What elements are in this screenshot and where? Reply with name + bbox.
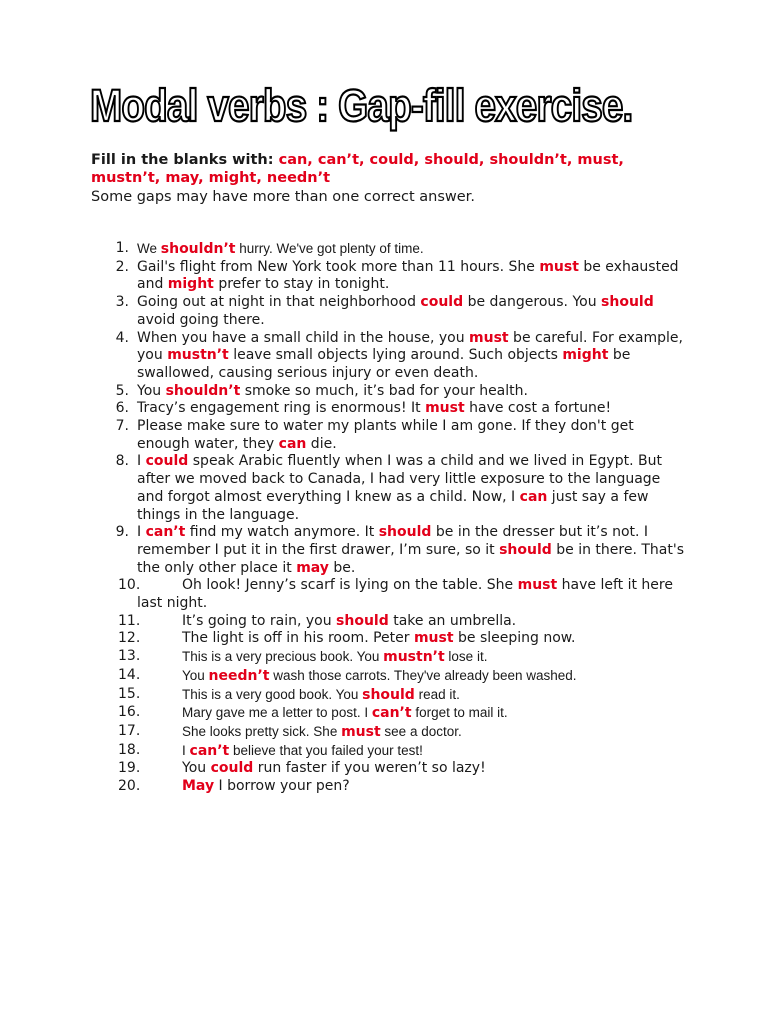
item-text: have left it here last night.	[137, 577, 673, 612]
exercise-item-13	[107, 648, 687, 667]
item-number: 6.	[115, 400, 129, 417]
answer: should	[499, 541, 552, 558]
item-number: 7.	[115, 418, 129, 435]
answer: shouldn’t	[165, 382, 241, 399]
answer: must	[413, 630, 454, 647]
answer: might	[562, 347, 609, 364]
item-text: read it.	[414, 686, 460, 702]
item-number: 2.	[115, 258, 129, 275]
item-text: You	[182, 760, 211, 777]
exercise-item-6	[107, 400, 687, 418]
exercise-item-7	[107, 418, 687, 453]
exercise-item-14	[107, 667, 687, 686]
instruction-lead: Fill in the blanks with:	[91, 152, 279, 168]
item-text: Please make sure to water my plants while I am gone. If they don't get enough water, they	[137, 418, 634, 452]
worksheet-title: Modal verbs : Gap-fill exercise.	[90, 80, 633, 131]
exercise-item-16	[107, 704, 687, 723]
exercise-item-4	[107, 330, 687, 383]
item-text: smoke so much, it’s bad for your health.	[240, 382, 528, 399]
exercise-item-11	[107, 613, 687, 631]
item-number: 19.	[118, 760, 141, 777]
item-number: 17.	[118, 722, 141, 739]
item-text: I borrow your pen?	[214, 778, 350, 795]
item-text: Oh look! Jenny’s scarf is lying on the table. She	[182, 577, 518, 594]
exercise-item-15	[107, 686, 687, 705]
item-text: It’s going to rain, you	[182, 612, 337, 629]
answer: should	[336, 612, 389, 629]
exercise-item-8	[107, 453, 687, 524]
fill-instruction	[91, 151, 691, 187]
item-text: be sleeping now.	[453, 630, 576, 647]
item-text: avoid going there.	[137, 311, 265, 328]
item-text: hurry. We've got plenty of time.	[235, 241, 424, 256]
item-text: be in the dresser but it’s not. I remember I put it in the first drawer, I’m sure, so it	[137, 524, 649, 558]
item-text: This is a very precious book. You	[182, 649, 384, 665]
item-text: leave small objects lying around. Such objects	[228, 347, 563, 364]
item-text: We	[137, 241, 161, 256]
answer: mustn’t	[167, 347, 229, 364]
item-number: 1.	[115, 240, 129, 256]
item-number: 16.	[118, 704, 141, 721]
item-number: 18.	[118, 741, 141, 758]
answer: needn’t	[208, 667, 270, 684]
item-text: wash those carrots. They've already been washed.	[269, 667, 577, 683]
answer: could	[210, 760, 254, 777]
answer: must	[469, 329, 509, 346]
answer: can	[519, 488, 548, 505]
exercise-item-5	[107, 383, 687, 401]
answer: must	[341, 723, 381, 740]
item-number: 20.	[118, 778, 141, 795]
item-text: The light is off in his room. Peter	[182, 630, 414, 647]
item-text: prefer to stay in tonight.	[213, 276, 390, 293]
item-text: You	[137, 382, 166, 399]
answer: mustn’t	[383, 649, 445, 666]
answer: can	[278, 435, 307, 452]
exercise-item-17	[107, 723, 687, 742]
item-text: have cost a fortune!	[464, 400, 612, 417]
answer: could	[145, 453, 189, 470]
item-text: die.	[306, 435, 337, 452]
item-text: find my watch anymore. It	[185, 524, 379, 541]
item-text: be careful. For example, you	[137, 329, 683, 364]
answer: should	[601, 294, 654, 311]
exercise-list	[107, 240, 687, 796]
exercise-item-1	[107, 240, 687, 259]
exercise-item-2	[107, 259, 687, 294]
item-text: take an umbrella.	[388, 612, 517, 629]
answer: must	[539, 258, 579, 275]
exercise-item-9	[107, 524, 687, 577]
item-number: 8.	[115, 453, 129, 470]
item-text: believe that you failed your test!	[229, 742, 423, 758]
item-text: She looks pretty sick. She	[182, 723, 342, 739]
instructions	[91, 151, 691, 206]
answer: can’t	[145, 524, 186, 541]
item-text: run faster if you weren’t so lazy!	[253, 760, 486, 777]
answer: must	[517, 577, 558, 594]
exercise-item-10	[107, 577, 687, 612]
answer: can’t	[371, 705, 412, 722]
item-number: 12.	[118, 630, 141, 647]
modal-word-list: can, can’t, could, should, shouldn’t, must, mustn’t, may, might, needn’t	[91, 152, 624, 186]
item-text: see a doctor.	[380, 723, 462, 739]
exercise-item-19	[107, 760, 687, 778]
item-text: Going out at night in that neighborhood	[137, 294, 421, 311]
answer: should	[378, 524, 432, 541]
exercise-item-12	[107, 630, 687, 648]
item-text: forget to mail it.	[411, 705, 508, 721]
answer: May	[182, 778, 215, 795]
instruction-note: Some gaps may have more than one correct answer.	[91, 189, 475, 205]
item-number: 11.	[118, 612, 141, 629]
answer: must	[425, 400, 465, 417]
item-text: be.	[328, 559, 356, 576]
item-number: 3.	[115, 294, 129, 311]
answer: could	[420, 294, 464, 311]
item-number: 14.	[118, 666, 141, 683]
exercise-item-18	[107, 742, 687, 761]
answer: can’t	[189, 742, 230, 759]
answer: should	[362, 686, 415, 703]
item-number: 5.	[115, 382, 129, 399]
item-number: 13.	[118, 648, 141, 665]
exercise-item-3	[107, 294, 687, 329]
item-text: Mary gave me a letter to post. I	[182, 705, 372, 721]
item-text: be dangerous. You	[463, 294, 602, 311]
item-text: When you have a small child in the house, you	[137, 329, 470, 346]
item-number: 15.	[118, 685, 141, 702]
item-text: be swallowed, causing serious injury or even death.	[137, 347, 631, 381]
item-text: just say a few things in the language.	[137, 488, 649, 523]
answer: might	[167, 276, 214, 293]
item-text: I	[137, 453, 146, 470]
item-text: I	[182, 742, 190, 758]
item-text: I	[137, 524, 146, 541]
item-text: speak Arabic fluently when I was a child and we lived in Egypt. But after we moved back to Canada, I had very little exposure to the language and forgot almost everything I knew as a child. Now, I	[137, 453, 662, 505]
item-text: Tracy’s engagement ring is enormous! It	[137, 400, 426, 417]
answer: may	[296, 559, 329, 576]
item-number: 4.	[115, 329, 129, 346]
item-text: be in there. That's the only other place it	[137, 541, 684, 576]
item-number: 10.	[118, 577, 141, 594]
item-text: Gail's flight from New York took more than 11 hours. She	[137, 258, 540, 275]
item-text: This is a very good book. You	[182, 686, 363, 702]
item-text: be exhausted and	[137, 258, 679, 293]
item-text: lose it.	[444, 649, 488, 665]
exercise-item-20	[107, 778, 687, 796]
answer: shouldn’t	[160, 241, 236, 257]
item-number: 9.	[115, 524, 129, 541]
item-text: You	[182, 667, 209, 683]
